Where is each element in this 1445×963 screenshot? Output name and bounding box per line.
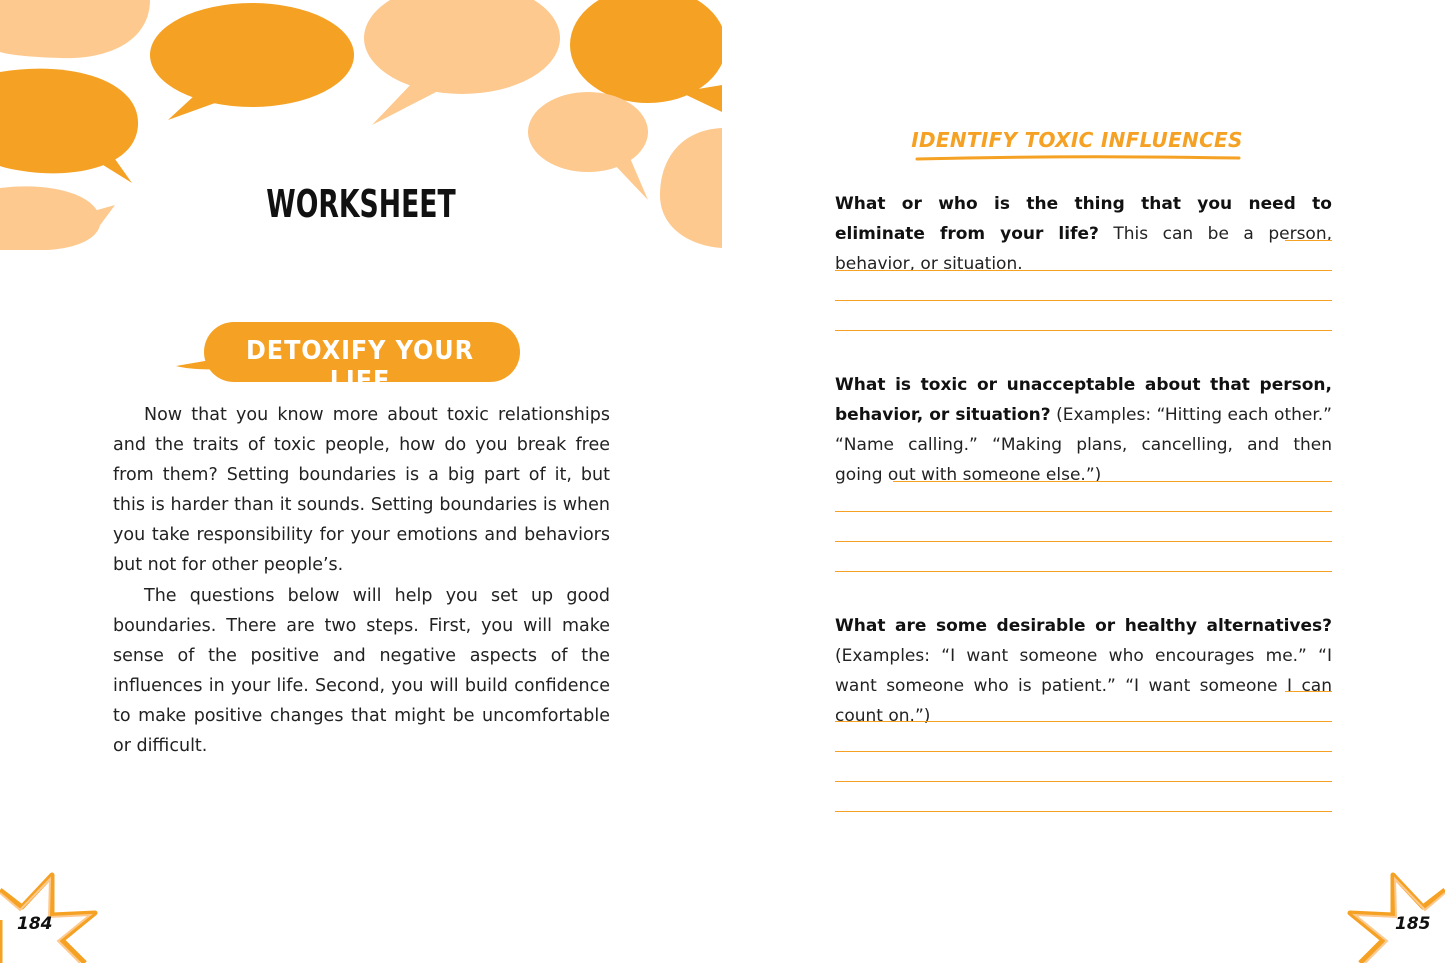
speech-bubble-light-4 (660, 128, 722, 248)
question-3-bold: What are some desirable or healthy alternatives? (835, 616, 1332, 636)
intro-text (113, 400, 610, 761)
answer-line[interactable] (1285, 691, 1332, 692)
answer-line[interactable] (893, 481, 1332, 482)
left-page (0, 0, 722, 963)
intro-paragraph-2: The questions below will help you set up good boundaries. There are two steps. First, you will make sense of the positive and negative aspects of the influences in your life. Second, you will build confidence to make positive changes that might be uncomfortable or difficult. (113, 585, 610, 757)
speech-bubble-orange-1 (150, 3, 354, 107)
question-1 (835, 189, 1332, 279)
section-title: IDENTIFY TOXIC INFLUENCES (911, 128, 1243, 152)
answer-line[interactable] (835, 751, 1332, 752)
answer-line[interactable] (1285, 240, 1332, 241)
question-2-text: (Examples: “Hitting each other.” “Name calling.” “Making plans, cancelling, and then going out with someone else.”) (835, 405, 1332, 486)
answer-line[interactable] (835, 270, 1332, 271)
answer-line[interactable] (835, 300, 1332, 301)
worksheet-title: WORKSHEET (266, 182, 456, 226)
answer-line[interactable] (835, 781, 1332, 782)
question-1-text: This can be a person, behavior, or situation. (835, 224, 1333, 275)
speech-bubble-light-2 (364, 0, 560, 94)
answer-line[interactable] (835, 571, 1332, 572)
answer-line[interactable] (835, 721, 1332, 722)
banner-title: DETOXIFY YOUR LIFE (246, 336, 474, 396)
answer-line[interactable] (835, 511, 1332, 512)
question-1-bold: What or who is the thing that you need to eliminate from your life? (835, 194, 1332, 245)
question-3-text: (Examples: “I want someone who encourages me.” “I want someone who is patient.” “I want someone I can count on.”) (835, 646, 1332, 727)
answer-line[interactable] (835, 541, 1332, 542)
page-number-right: 185 (1395, 914, 1431, 934)
speech-bubble-orange-3 (0, 69, 138, 174)
speech-bubble-orange-2 (570, 0, 722, 103)
question-3 (835, 611, 1332, 731)
intro-paragraph-1: Now that you know more about toxic relationships and the traits of toxic people, how do you break free from them? Setting boundaries is a big part of it, but this is harder than it sounds. Setting boundaries is when you take responsibility for your emotions and behaviors but not for other people’s. (113, 405, 610, 576)
answer-line[interactable] (835, 811, 1332, 812)
page-number-left: 184 (17, 914, 53, 934)
question-2 (835, 370, 1332, 490)
question-2-bold: What is toxic or unacceptable about that person, behavior, or situation? (835, 375, 1332, 426)
speech-bubble-light-1 (0, 0, 150, 58)
title-underline (915, 154, 1241, 162)
answer-line[interactable] (835, 330, 1332, 331)
